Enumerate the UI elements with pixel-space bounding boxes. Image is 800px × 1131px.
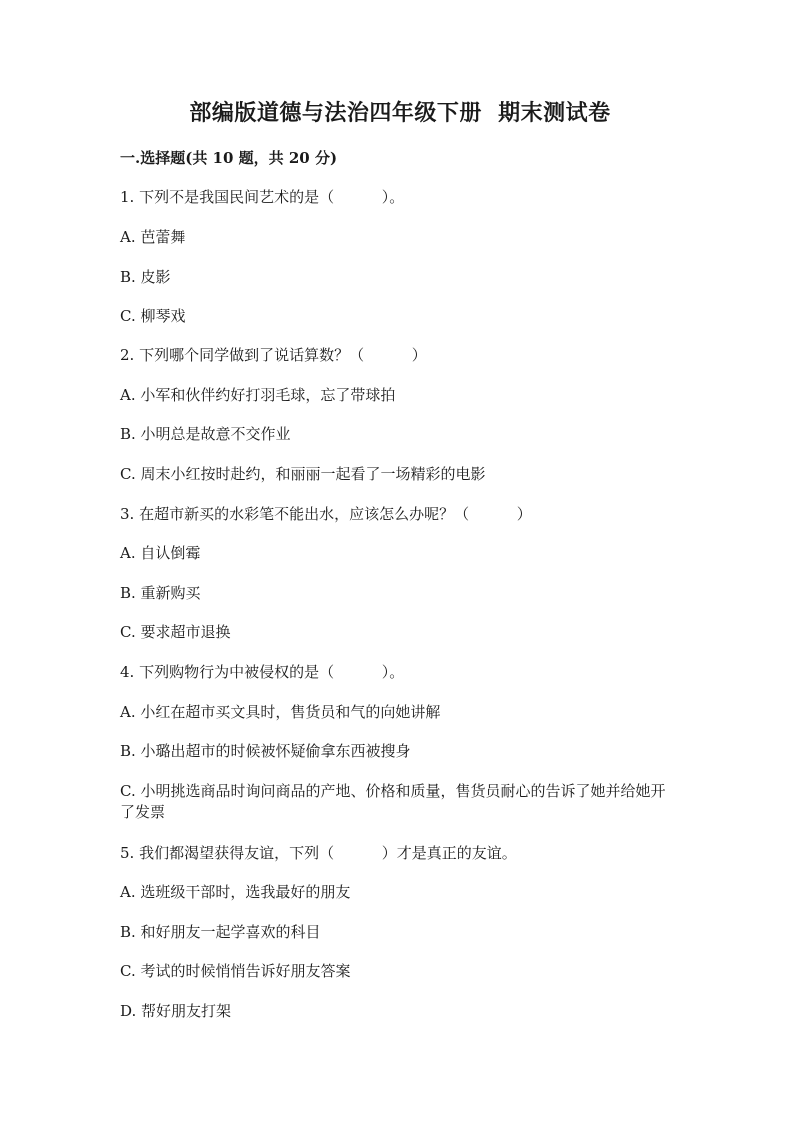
question-option: C. 柳琴戏 <box>120 307 186 325</box>
question-option: B. 小璐出超市的时候被怀疑偷拿东西被搜身 <box>120 742 411 760</box>
question-option: C. 要求超市退换 <box>120 623 231 641</box>
question-option: A. 小军和伙伴约好打羽毛球，忘了带球拍 <box>120 386 396 404</box>
question-option: B. 皮影 <box>120 268 171 286</box>
section-heading: 一.选择题(共 10 题，共 20 分) <box>120 149 338 167</box>
question-option: B. 小明总是故意不交作业 <box>120 425 291 443</box>
question-option: B. 和好朋友一起学喜欢的科目 <box>120 923 321 941</box>
question-stem: 2. 下列哪个同学做到了说话算数？（ ） <box>120 346 427 364</box>
question-option: A. 选班级干部时，选我最好的朋友 <box>120 883 351 901</box>
question-option: B. 重新购买 <box>120 584 201 602</box>
question-option: A. 芭蕾舞 <box>120 228 186 246</box>
question-option: A. 小红在超市买文具时，售货员和气的向她讲解 <box>120 703 441 721</box>
question-option: C. 小明挑选商品时询问商品的产地、价格和质量，售货员耐心的告诉了她并给她开了发票 <box>120 782 666 821</box>
page-title: 部编版道德与法治四年级下册 期末测试卷 <box>189 100 611 126</box>
question-option: C. 考试的时候悄悄告诉好朋友答案 <box>120 962 351 980</box>
question-stem: 1. 下列不是我国民间艺术的是（ ）。 <box>120 188 405 206</box>
question-stem: 5. 我们都渴望获得友谊，下列（ ）才是真正的友谊。 <box>120 844 517 862</box>
question-stem: 3. 在超市新买的水彩笔不能出水，应该怎么办呢？（ ） <box>120 505 532 523</box>
question-option: C. 周末小红按时赴约，和丽丽一起看了一场精彩的电影 <box>120 465 486 483</box>
question-option: D. 帮好朋友打架 <box>120 1002 232 1020</box>
question-option: A. 自认倒霉 <box>120 544 201 562</box>
question-stem: 4. 下列购物行为中被侵权的是（ ）。 <box>120 663 405 681</box>
